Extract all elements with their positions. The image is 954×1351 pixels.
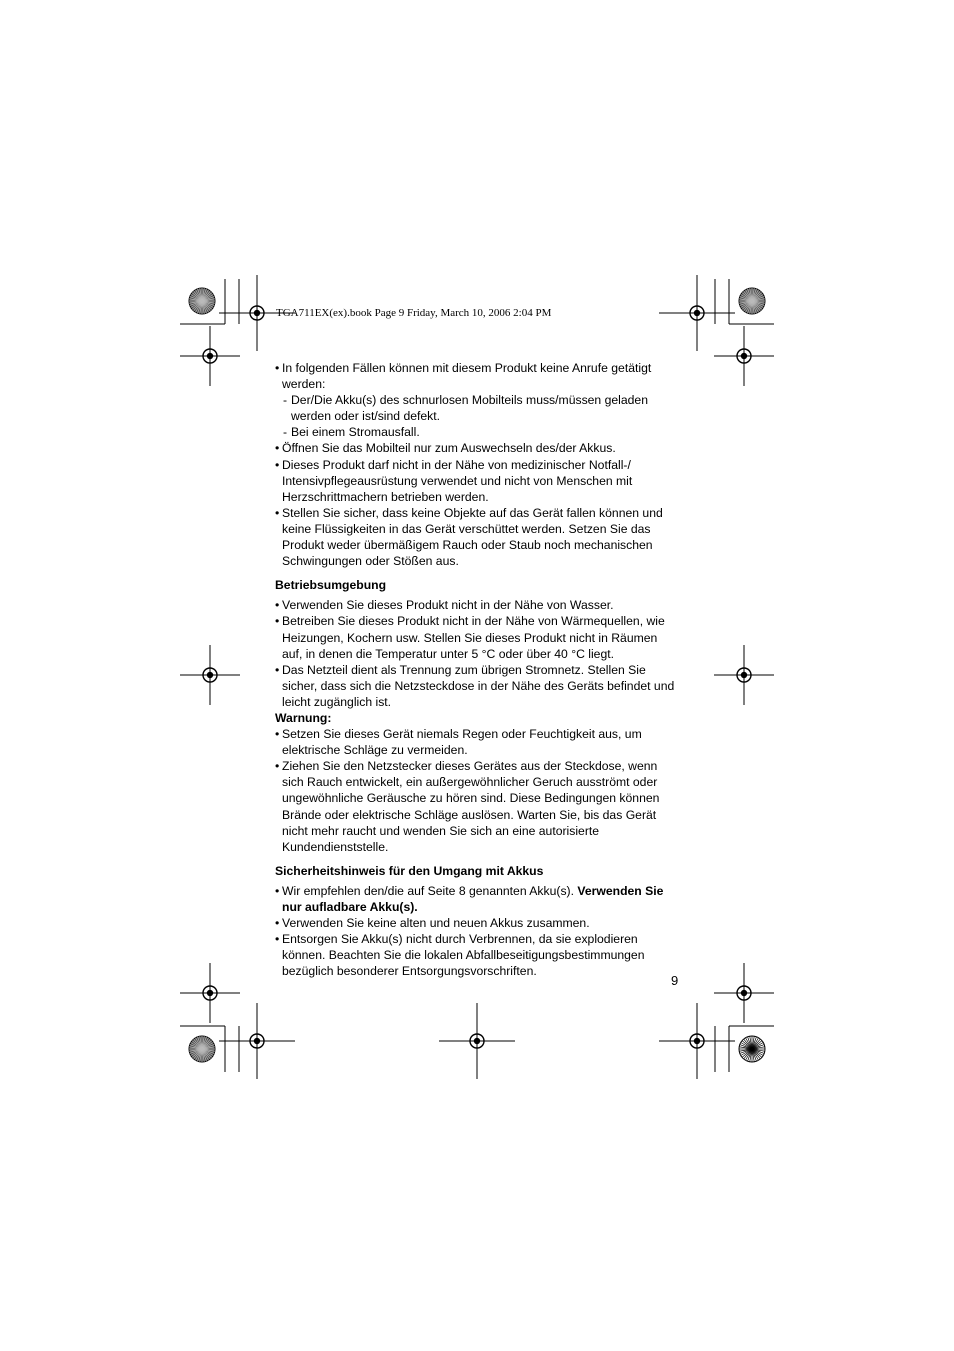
crosshair-dot <box>207 353 213 359</box>
warning-label: Warnung: <box>275 710 332 725</box>
crosshair-dot <box>741 353 747 359</box>
crosshair-dot <box>741 990 747 996</box>
list-item: • Dieses Produkt darf nicht in der Nähe von medizinischer Notfall-/ Intensivpflegeausrüstung verwendet und nicht von Menschen mit Herzschrittmachern betrieben werden. <box>275 457 679 505</box>
list-item: • Stellen Sie sicher, dass keine Objekte auf das Gerät fallen können und keine Flüssigkeiten in das Gerät verschüttet werden. Setzen Sie das Produkt weder übermäßigem Rauch oder Staub noch mechanischen Schwingungen oder Stößen aus. <box>275 505 679 569</box>
crosshair-dot <box>207 990 213 996</box>
crosshair-dot <box>741 672 747 678</box>
list-item: • Verwenden Sie dieses Produkt nicht in der Nähe von Wasser. <box>275 597 679 613</box>
intro-list <box>275 360 679 569</box>
list-item: • Setzen Sie dieses Gerät niemals Regen oder Feuchtigkeit aus, um elektrische Schläge zu vermeiden. <box>275 726 679 758</box>
crosshair-dot <box>207 672 213 678</box>
print-header: TGA711EX(ex).book Page 9 Friday, March 10, 2006 2:04 PM <box>276 307 552 319</box>
warning-list <box>275 726 679 855</box>
battery-list <box>275 883 679 980</box>
sub-item: - Bei einem Stromausfall. <box>275 424 679 440</box>
crosshair-dot <box>254 310 260 316</box>
crosshair-dot <box>474 1038 480 1044</box>
crosshair-dot <box>694 1038 700 1044</box>
list-item: • Betreiben Sie dieses Produkt nicht in der Nähe von Wärmequellen, wie Heizungen, Kochern usw. Stellen Sie dieses Produkt nicht in Räumen auf, in denen die Temperatur unter 5 °C oder über 40 °C liegt. <box>275 613 679 661</box>
list-item: • Ziehen Sie den Netzstecker dieses Gerätes aus der Steckdose, wenn sich Rauch entwickelt, ein außergewöhnlicher Geruch ausströmt oder ungewöhnliche Geräusche zu hören sind. Diese Bedingungen können Brände oder elektrische Schläge auslösen. Warten Sie, bis das Gerät nicht mehr raucht und wenden Sie sich an eine autorisierte Kundendienststelle. <box>275 758 679 855</box>
list-item: • Entsorgen Sie Akku(s) nicht durch Verbrennen, da sie explodieren können. Beachten Sie die lokalen Abfallbeseitigungsbestimmungen bezüglich besonderer Entsorgungsvorschriften. <box>275 931 679 979</box>
list-item: • Das Netzteil dient als Trennung zum übrigen Stromnetz. Stellen Sie sicher, dass sich die Netzsteckdose in der Nähe des Geräts befindet und leicht zugänglich ist. <box>275 662 679 710</box>
page-number: 9 <box>671 973 679 988</box>
section-heading-battery: Sicherheitshinweis für den Umgang mit Akkus <box>275 863 544 878</box>
page-content <box>275 360 679 979</box>
sub-item: - Der/Die Akku(s) des schnurlosen Mobilteils muss/müssen geladen werden oder ist/sind defekt. <box>275 392 679 424</box>
list-item: • Öffnen Sie das Mobilteil nur zum Auswechseln des/der Akkus. <box>275 440 679 456</box>
list-item: • In folgenden Fällen können mit diesem Produkt keine Anrufe getätigt werden: - Der/Die Akku(s) des schnurlosen Mobilteils muss/müssen geladen werden oder ist/sind defekt. - Bei einem Stromausfall. <box>275 360 679 440</box>
crosshair-dot <box>694 310 700 316</box>
section-heading-environment: Betriebsumgebung <box>275 578 387 593</box>
list-item: • Verwenden Sie keine alten und neuen Akkus zusammen. <box>275 915 679 931</box>
list-item: • Wir empfehlen den/die auf Seite 8 genannten Akku(s). Verwenden Sie nur aufladbare Akku(s). <box>275 883 679 915</box>
environment-list <box>275 597 679 710</box>
crosshair-dot <box>254 1038 260 1044</box>
